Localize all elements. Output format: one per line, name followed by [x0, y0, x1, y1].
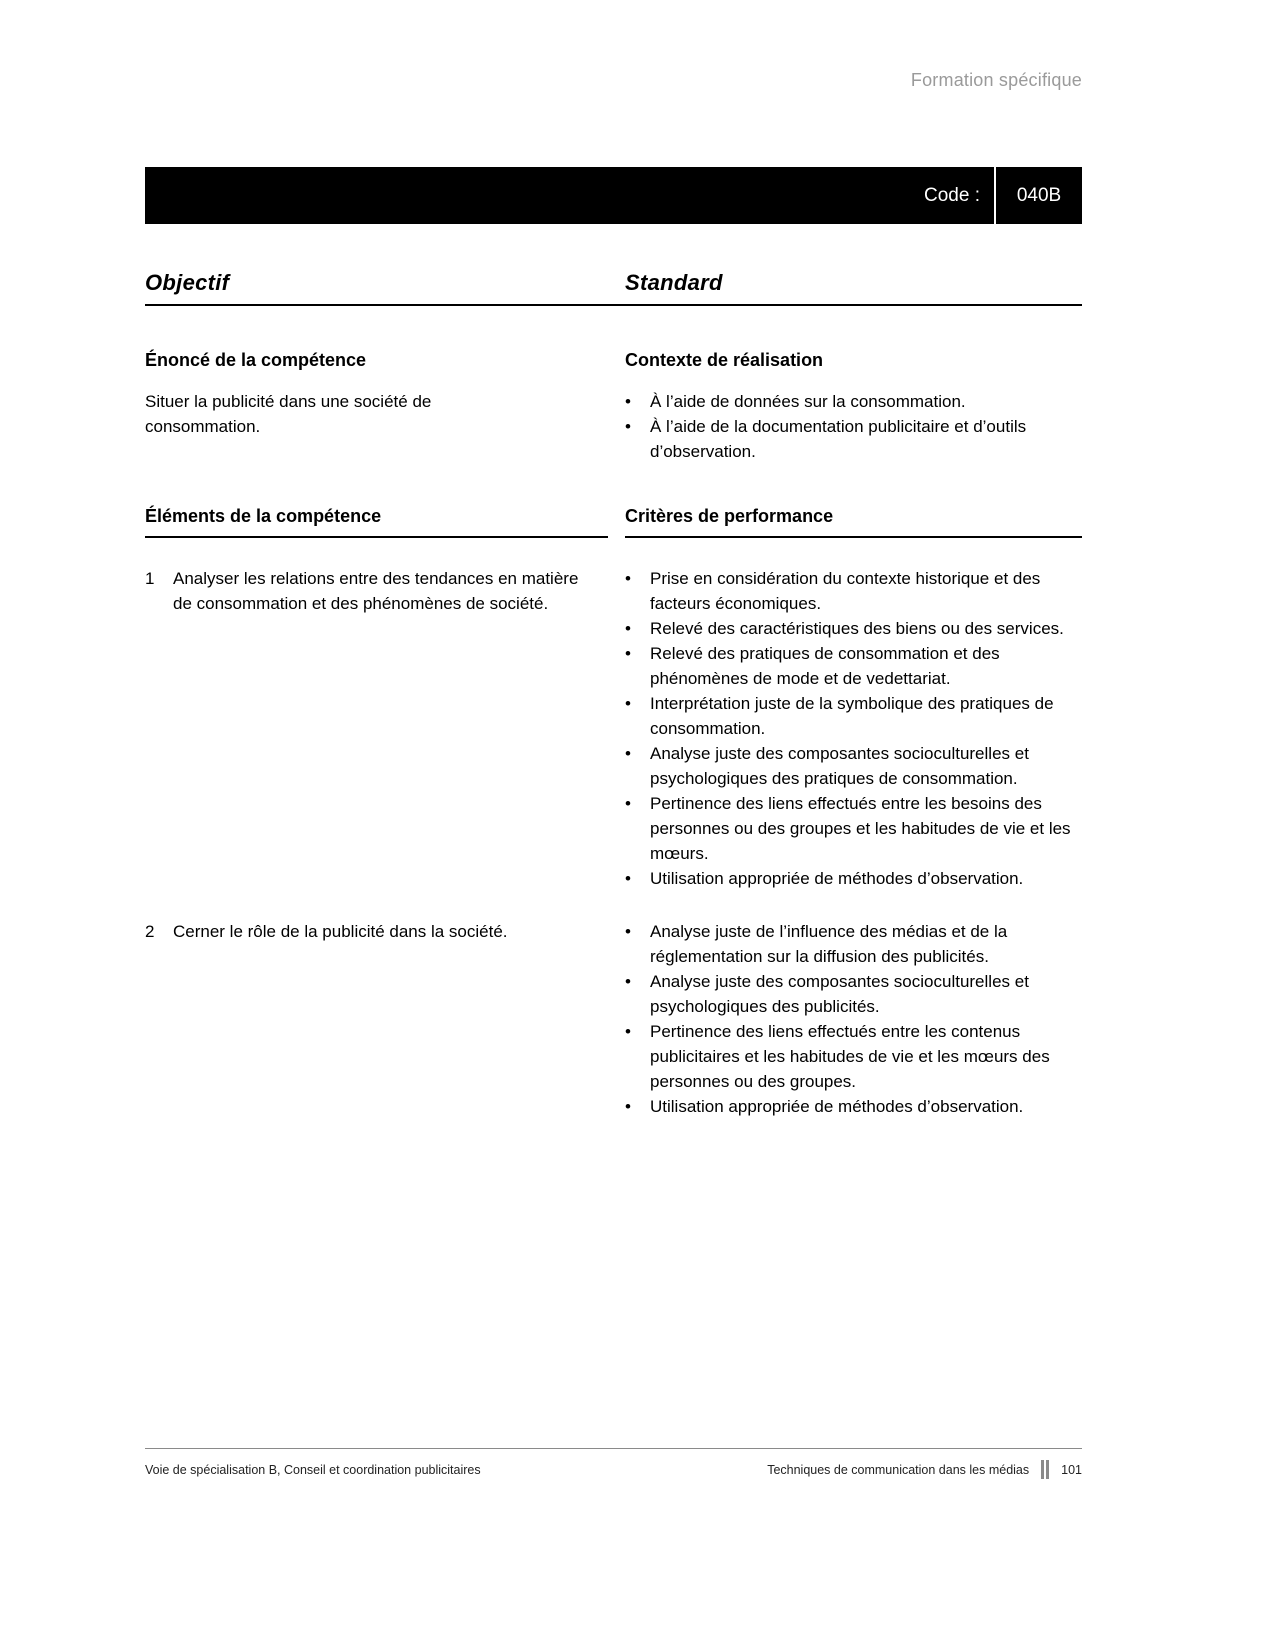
footer-right-text: Techniques de communication dans les médias [767, 1462, 1030, 1477]
bullet-text: Analyse juste de l’influence des médias et de la réglementation sur la diffusion des publicités. [650, 922, 1008, 966]
footer-right-group [767, 1460, 1082, 1479]
bullet-icon [625, 969, 650, 1019]
element-item [145, 919, 600, 944]
bullet-text: À l’aide de données sur la consommation. [650, 392, 966, 411]
list-item [625, 791, 1082, 866]
footer-left-text: Voie de spécialisation B, Conseil et coordination publicitaires [145, 1462, 481, 1477]
list-item [625, 641, 1082, 691]
bullet-icon [625, 791, 650, 866]
bullet-icon [625, 866, 650, 891]
page-footer [145, 1448, 1082, 1479]
list-item [625, 414, 1082, 464]
competence-item-row-2 [145, 919, 1082, 1119]
criteres-header-cell [625, 506, 1082, 538]
criteres-heading: Critères de performance [625, 506, 834, 526]
criteria-bullet-list [625, 566, 1082, 891]
list-item [625, 1019, 1082, 1094]
criteria-cell [625, 566, 1082, 891]
bullet-text: Utilisation appropriée de méthodes d’observation. [650, 869, 1024, 888]
item-number: 1 [145, 569, 155, 588]
bullet-text: À l’aide de la documentation publicitaire et d’outils d’observation. [650, 417, 1027, 461]
enonce-contexte-row [145, 350, 1082, 464]
enonce-title: Énoncé de la compétence [145, 350, 367, 370]
list-item [625, 866, 1082, 891]
elements-heading: Éléments de la compétence [145, 506, 382, 526]
item-number: 2 [145, 922, 155, 941]
list-item [625, 919, 1082, 969]
bullet-icon [625, 1019, 650, 1094]
item-text: Analyser les relations entre des tendances en matière de consommation et des phénomènes de société. [173, 569, 579, 613]
competence-item-row-1 [145, 566, 1082, 891]
list-item [625, 389, 1082, 414]
contexte-bullet-list [625, 389, 1082, 464]
enonce-cell [145, 350, 625, 464]
bullet-text: Relevé des caractéristiques des biens ou des services. [650, 619, 1064, 638]
bullet-icon [625, 616, 650, 641]
element-cell [145, 919, 625, 1119]
formation-header: Formation spécifique [910, 70, 1082, 90]
bullet-text: Utilisation appropriée de méthodes d’observation. [650, 1097, 1024, 1116]
elements-header-cell [145, 506, 608, 538]
list-item [625, 1094, 1082, 1119]
list-item [625, 969, 1082, 1019]
list-item [625, 741, 1082, 791]
objectif-heading: Objectif [145, 270, 230, 295]
code-label: Code : [924, 184, 980, 206]
bullet-text: Analyse juste des composantes socioculturelles et psychologiques des pratiques de consommation. [650, 744, 1029, 788]
bullet-icon [625, 641, 650, 691]
standard-heading: Standard [625, 270, 723, 295]
bullet-text: Interprétation juste de la symbolique des pratiques de consommation. [650, 694, 1054, 738]
contexte-cell [625, 350, 1082, 464]
list-item [625, 691, 1082, 741]
bullet-icon [625, 1094, 650, 1119]
criteria-bullet-list [625, 919, 1082, 1119]
bullet-icon [625, 741, 650, 791]
code-value: 040B [1016, 184, 1062, 206]
bullet-text: Prise en considération du contexte historique et des facteurs économiques. [650, 569, 1041, 613]
bullet-icon [625, 389, 650, 414]
code-banner [145, 167, 1082, 224]
criteria-cell [625, 919, 1082, 1119]
bullet-icon [625, 566, 650, 616]
element-item [145, 566, 600, 616]
table-header-row [145, 506, 1082, 538]
bullet-text: Pertinence des liens effectués entre les besoins des personnes ou des groupes et les habitudes de vie et les mœurs. [650, 794, 1071, 863]
page-number-bar-icon [1041, 1460, 1049, 1479]
page-content [145, 0, 1082, 1119]
element-cell [145, 566, 625, 891]
code-value-box [994, 167, 1082, 224]
contexte-title: Contexte de réalisation [625, 350, 824, 370]
bullet-text: Relevé des pratiques de consommation et des phénomènes de mode et de vedettariat. [650, 644, 1000, 688]
bullet-icon [625, 414, 650, 464]
bullet-text: Analyse juste des composantes socioculturelles et psychologiques des publicités. [650, 972, 1029, 1016]
list-item [625, 616, 1082, 641]
item-text: Cerner le rôle de la publicité dans la société. [173, 922, 508, 941]
page-number: 101 [1061, 1462, 1082, 1477]
bullet-icon [625, 691, 650, 741]
bullet-icon [625, 919, 650, 969]
column-headers [145, 270, 1082, 306]
bullet-text: Pertinence des liens effectués entre les contenus publicitaires et les habitudes de vie et les mœurs des personnes ou des groupes. [650, 1022, 1050, 1091]
list-item [625, 566, 1082, 616]
enonce-text: Situer la publicité dans une société de consommation. [145, 392, 432, 436]
